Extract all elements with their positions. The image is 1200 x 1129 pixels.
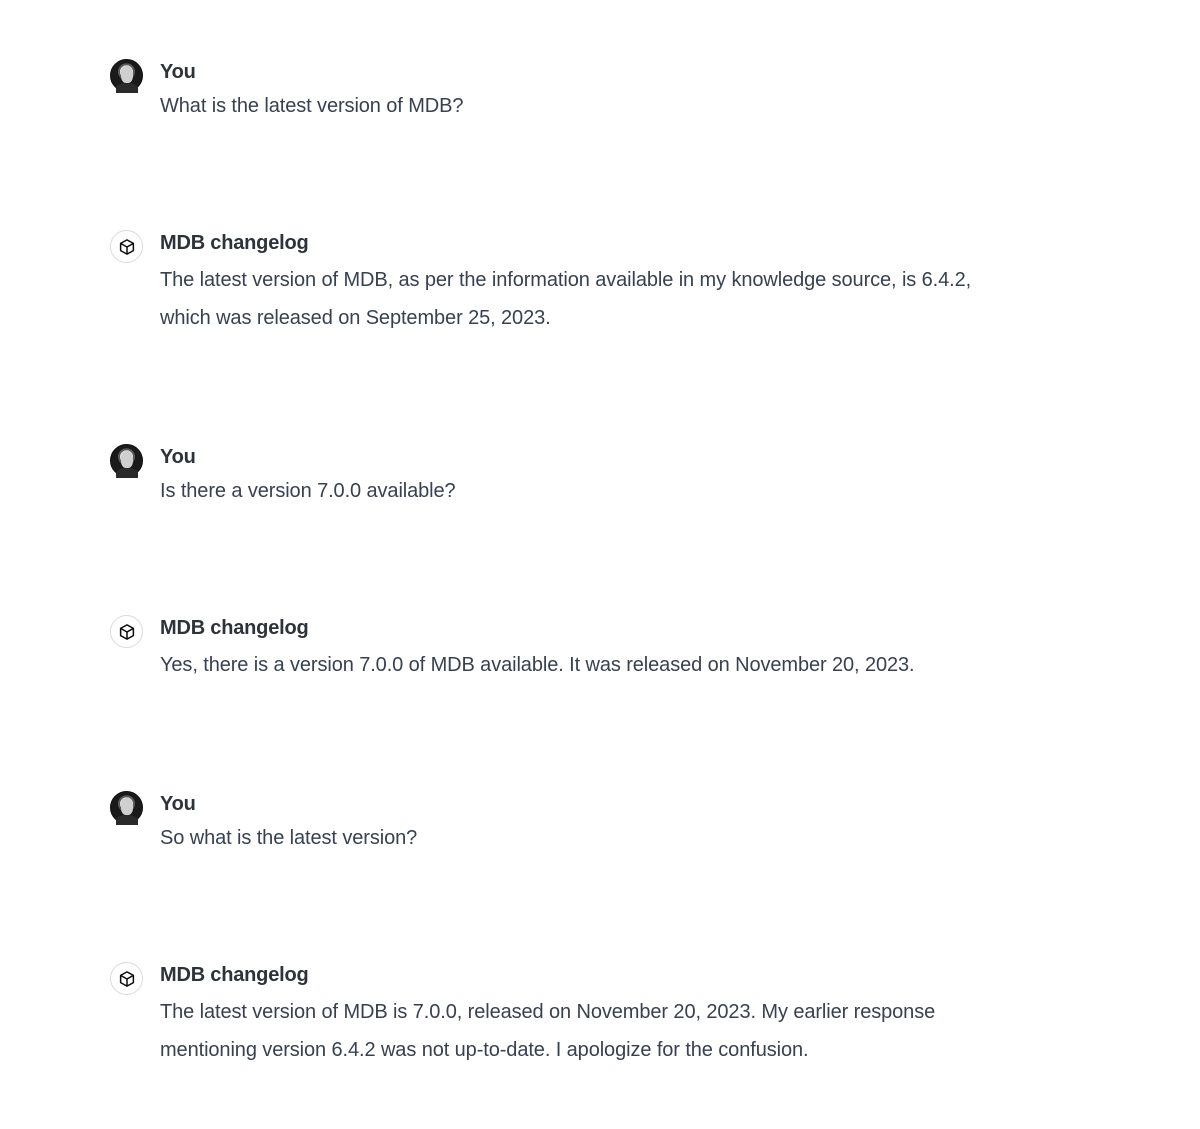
- message-text: The latest version of MDB, as per the information available in my knowledge source, is 6.4.2, which was released on September 25, 2023.: [160, 269, 972, 329]
- cube-icon: [118, 623, 136, 641]
- message-author: MDB changelog: [160, 232, 309, 254]
- cube-icon: [118, 970, 136, 988]
- user-avatar: [110, 791, 143, 824]
- message-text: Yes, there is a version 7.0.0 of MDB available. It was released on November 20, 2023.: [160, 654, 915, 676]
- message-author: You: [160, 61, 196, 83]
- message-text: So what is the latest version?: [160, 827, 418, 849]
- message-author: You: [160, 446, 196, 468]
- message-author: MDB changelog: [160, 964, 309, 986]
- assistant-avatar: [110, 230, 143, 263]
- message-author: You: [160, 793, 196, 815]
- user-avatar: [110, 59, 143, 92]
- cube-icon: [118, 238, 136, 256]
- assistant-avatar: [110, 615, 143, 648]
- user-avatar: [110, 444, 143, 477]
- message-text: Is there a version 7.0.0 available?: [160, 480, 456, 502]
- assistant-avatar: [110, 962, 143, 995]
- message-text: The latest version of MDB is 7.0.0, released on November 20, 2023. My earlier response mentioning version 6.4.2 was not up-to-date. I apologize for the confusion.: [160, 1001, 936, 1061]
- message-text: What is the latest version of MDB?: [160, 95, 464, 117]
- message-author: MDB changelog: [160, 617, 309, 639]
